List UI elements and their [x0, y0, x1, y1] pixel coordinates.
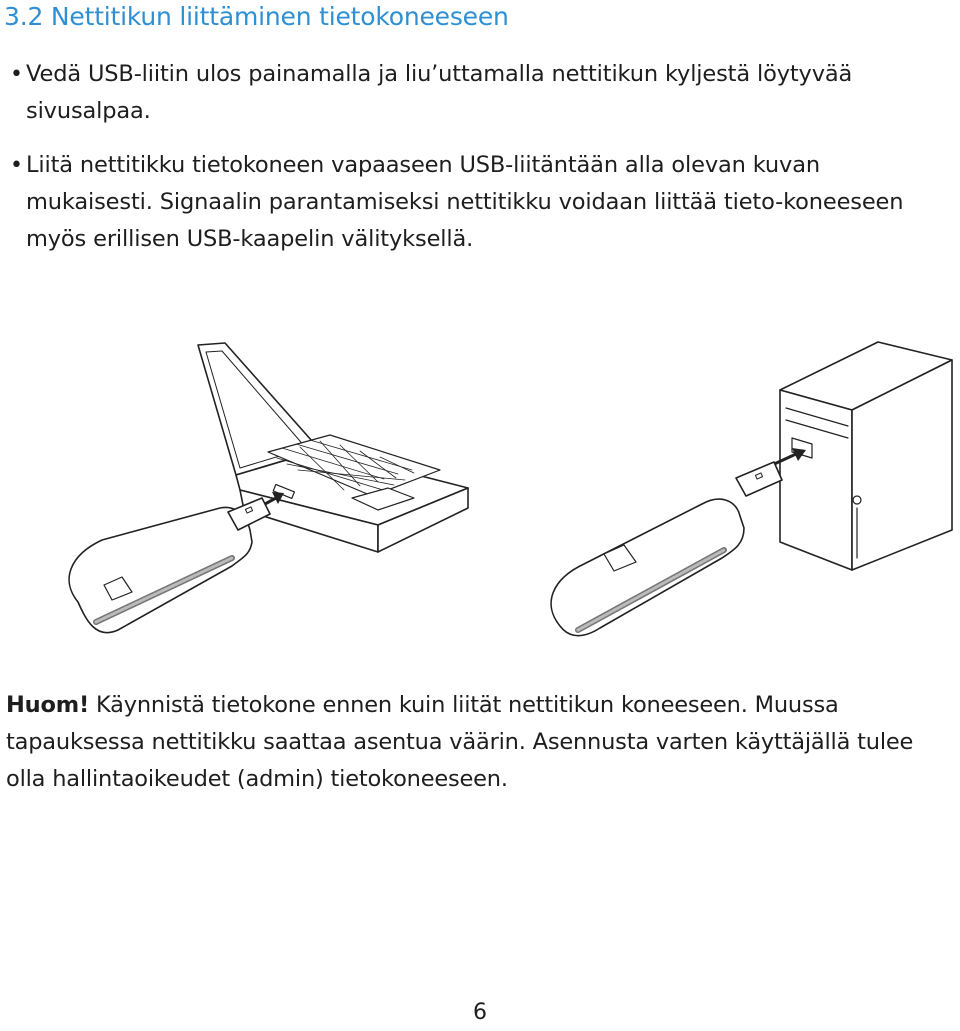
section-heading: 3.2 Nettitikun liittäminen tietokoneeseen [4, 2, 509, 31]
usb-modem-icon [69, 498, 270, 633]
usb-modem-icon [551, 462, 782, 636]
bullet-icon: • [10, 153, 23, 178]
note-label: Huom! [6, 692, 90, 718]
bullet-icon: • [10, 62, 23, 87]
list-item [10, 147, 910, 258]
note-paragraph [6, 687, 946, 798]
page-number: 6 [473, 1000, 487, 1025]
list-item-text: Vedä USB-liitin ulos painamalla ja liu’uttamalla nettitikun kyljestä löytyvää sivusalpaa. [26, 61, 853, 124]
list-item-text: Liitä nettitikku tietokoneen vapaaseen USB-liitäntään alla olevan kuvan mukaisesti. Signaalin parantamiseksi nettitikku voidaan liittää tieto-koneeseen myös erillisen USB-kaapelin välityksellä. [26, 152, 904, 252]
desktop-tower-icon [780, 342, 952, 570]
usb-connection-illustration [0, 330, 960, 660]
instruction-list [10, 56, 910, 275]
list-item [10, 56, 910, 130]
note-text: Käynnistä tietokone ennen kuin liität nettitikun koneeseen. Muussa tapauksessa nettitikku saattaa asentua väärin. Asennusta varten käyttäjällä tulee olla hallintaoikeudet (admin) tietokoneeseen. [6, 692, 914, 792]
